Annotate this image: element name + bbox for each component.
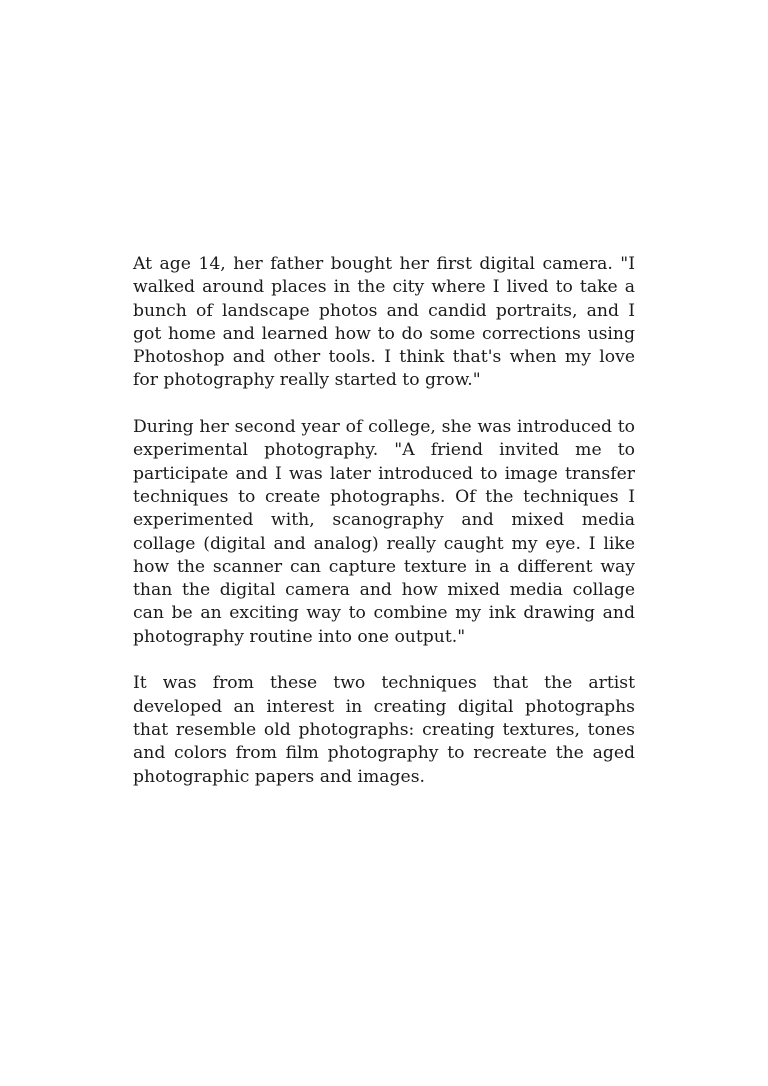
body-text	[133, 253, 635, 789]
paragraph-first-camera: At age 14, her father bought her first digital camera. "I walked around places in the city where I lived to take a bunch of landscape photos and candid portraits, and I got home and learned how to do some corrections using Photoshop and other tools. I think that's when my love for photography really started to grow."	[133, 254, 635, 391]
paragraph-techniques-interest: It was from these two techniques that the artist developed an interest in creating digital photographs that resemble old photographs: creating textures, tones and colors from film photography to recreate the aged photographic papers and images.	[133, 673, 635, 787]
paragraph-experimental-photography: During her second year of college, she was introduced to experimental photography. "A friend invited me to participate and I was later introduced to image transfer techniques to create photographs. Of the techniques I experimented with, scanography and mixed media collage (digital and analog) really caught my eye. I like how the scanner can capture texture in a different way than the digital camera and how mixed media collage can be an exciting way to combine my ink drawing and photography routine into one output."	[133, 417, 635, 647]
